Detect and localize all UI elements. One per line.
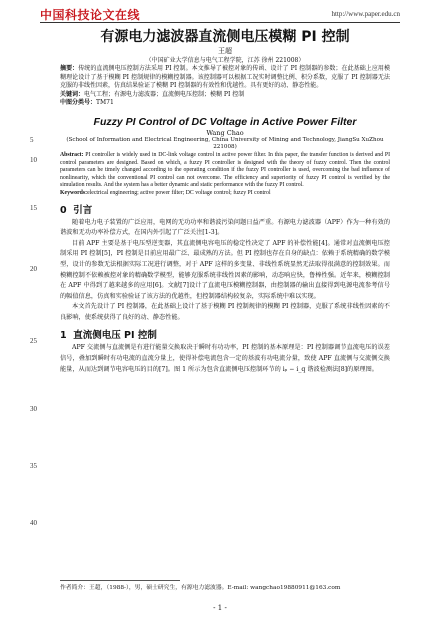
abstract-en-text: PI controller is widely used in DC-link voltage control in active power filter. In this paper, the transfer function is derived and PI control parameters are designed. Based on which, a fuzzy PI controller is designed with the theory of fuzzy control. Then the control parameters can be timely changed according to the operating condition if the fuzzy PI controller is used, overcoming the bad influence of nonlinearity, which the conventional PI control can not overcome. The efficiency and superiority of fuzzy PI control is verified by the simulation results. And the system has a better dynamic and static performance with the fuzzy PI control.: [60, 151, 390, 189]
section-title: 引言: [73, 204, 93, 216]
line-number: 35: [30, 462, 37, 470]
keywords-en-text: electrical engineering; active power filter; DC voltage control; fuzzy PI control: [87, 189, 271, 196]
affiliation-en: (School of Information and Electrical Engineering, China University of Mining and Technology, JiangSu XuZhou 221008): [66, 136, 384, 151]
section-number: 0: [60, 204, 67, 216]
line-number: 10: [30, 156, 37, 164]
line-number: 15: [30, 204, 37, 212]
clc-cn-text: TM71: [96, 99, 114, 107]
abstract-cn: [60, 65, 390, 91]
abstract-en-label: Abstract:: [60, 151, 84, 158]
keywords-cn-label: 关键词：: [60, 90, 85, 98]
line-number: 25: [30, 337, 37, 345]
abstract-cn-label: 摘要：: [60, 65, 79, 72]
line-number: 20: [30, 265, 37, 273]
header-divider: [40, 22, 400, 23]
body-paragraph: 目前 APF 主要是基于电压型逆变器，其直流侧电容电压的稳定性决定了 APF 的补偿性能[4]。通常对直流侧电压控制采用 PI 控制[5]，PI 控制是目前应用最广泛、最成熟的方法。但 PI 控制也存在自身的缺点：依赖于系统精确的数学模型，设计的参数无法根据实际工况进行调整，对于 APF 这样的多变量、非线性系统显然无法取得很满意的控制效果。而模糊控制不依赖被控对象的精确数学模型，能够克服系统非线性因素的影响，动态响应快，鲁棒性强。近年来，模糊控制在 APF 中得到了越来越多的应用[6]。文献[7]设计了直流电压模糊控制器，由控制器的输出直接得到电源电流参考信号的幅值信息，仿真和实验验证了该方法的优越性，但控制器结构较复杂，实际系统中难以实现。: [60, 239, 390, 300]
body-paragraph: 本文首先设计了 PI 控制器，在此基础上设计了基于模糊 PI 控制规律的模糊 PI 控制器，克服了系统非线性因素的不良影响，使系统获得了良好的动、静态性能。: [60, 303, 390, 321]
line-number: 40: [30, 519, 37, 527]
clc-cn-label: 中图分类号：: [60, 99, 97, 107]
page-number: - 1 -: [213, 604, 227, 612]
line-number: 30: [30, 405, 37, 413]
abstract-cn-text: 传统的直流侧电压控制方法采用 PI 控制。本文推导了被控对象的传函、设计了 PI 控制器的参数；在此基础上应用模糊理论设计了基于模糊 PI 控制规律的模糊控制器。该控制器可以根据工况实时调整比例、积分系数，克服了 PI 控制器无法克服的非线性因素，仿真结果验证了模糊 PI 控制器的有效性和优越性。具有更好的动、静态性能。: [60, 65, 390, 90]
section-heading-intro: [60, 204, 390, 218]
clc-cn: [60, 99, 390, 108]
section-number: 1: [60, 330, 67, 342]
abstract-en: [60, 152, 390, 190]
affiliation-cn: （中国矿业大学信息与电气工程学院，江苏 徐州 221008）: [145, 57, 305, 64]
line-number: 5: [30, 136, 34, 144]
section-title: 直流侧电压 PI 控制: [73, 330, 157, 342]
body-paragraph: 随着电力电子装置的广泛应用，电网的无功功率和谐波污染问题日益严重。有源电力滤波器（APF）作为一种有效的谐波和无功功率补偿方式，在国内外引起了广泛关注[1-3]。: [60, 218, 390, 237]
author-cn: 王超: [218, 47, 232, 55]
footnote-divider: [60, 580, 180, 581]
body-paragraph: APF 交流侧与直流侧是有进行能量交换取决于瞬时有功功率，PI 控制的基本原理是：PI 控制器调节直流电压的误差信号，叠加到瞬时有功电流的直流分量上，使得补偿电流包含一定的基波有功电流分量，致使 APF 直流侧与交流侧交换能量，从而达到调节电容电压的目的[7]。图 1 所示为包含直流侧电压控制环节的 iₚ − i_q 谐波检测法[8]的原理图。: [60, 344, 390, 373]
keywords-cn-text: 电气工程；有源电力滤波器；直流侧电压控制；模糊 PI 控制: [84, 90, 245, 98]
paper-page: [60, 26, 390, 375]
paper-title-cn: 有源电力滤波器直流侧电压模糊 PI 控制: [100, 29, 350, 45]
keywords-en: [60, 190, 390, 198]
keywords-en-label: Keywords:: [60, 189, 88, 196]
journal-logo: 中国科技论文在线: [40, 8, 141, 22]
section-heading-pi-control: [60, 329, 390, 343]
author-en: Wang Chao: [206, 128, 244, 137]
paper-title-en: Fuzzy PI Control of DC Voltage in Active Power Filter: [93, 115, 357, 128]
author-footnote: 作者简介：王超，（1988-），男，硕士研究生，有源电力滤波器。E-mail: wangchao19880911@163.com: [60, 585, 341, 591]
journal-url[interactable]: http://www.paper.edu.cn: [331, 10, 400, 18]
